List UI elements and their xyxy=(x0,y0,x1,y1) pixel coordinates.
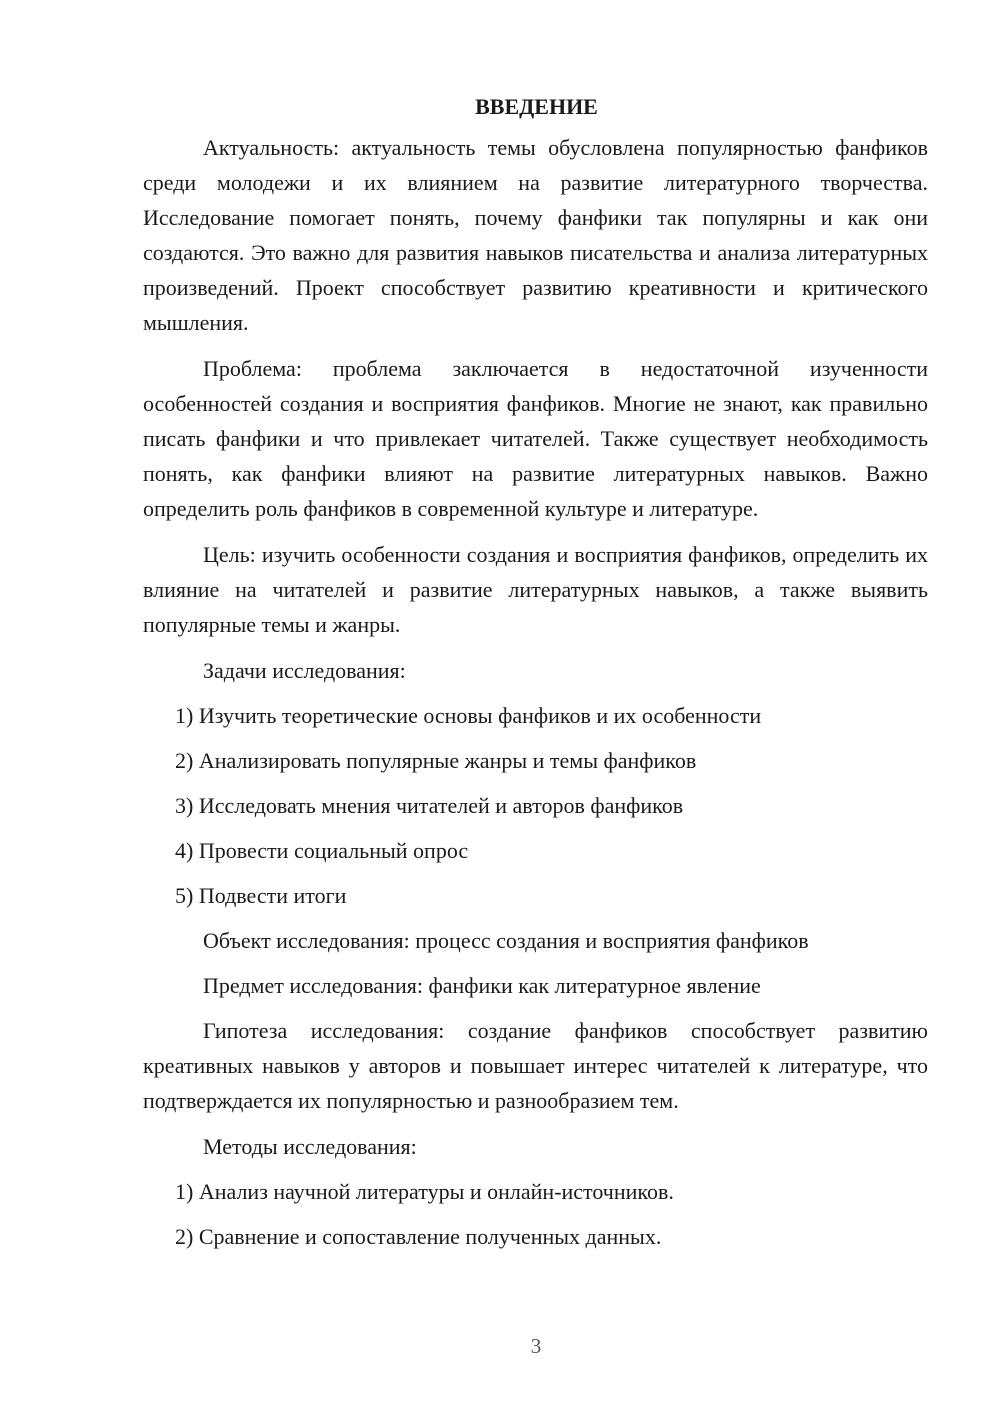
task-item-1: 1) Изучить теоретические основы фанфиков и их особенности xyxy=(175,703,762,728)
page-title: ВВЕДЕНИЕ xyxy=(475,94,598,119)
hypothesis-paragraph: Гипотеза исследования: создание фанфиков способствует развитию креативных навыков у авторов и повышает интерес читателей к литературе, что подтверждается их популярностью и разнообразием тем. xyxy=(143,1018,928,1113)
methods-heading: Методы исследования: xyxy=(203,1134,417,1159)
page-content xyxy=(143,92,928,1264)
task-item-3: 3) Исследовать мнения читателей и авторов фанфиков xyxy=(175,793,684,818)
method-item-2: 2) Сравнение и сопоставление полученных данных. xyxy=(175,1224,662,1249)
page-number: 3 xyxy=(530,1334,542,1358)
tasks-heading: Задачи исследования: xyxy=(203,658,406,683)
goal-paragraph: Цель: изучить особенности создания и восприятия фанфиков, определить их влияние на читателей и развитие литературных навыков, а также выявить популярные темы и жанры. xyxy=(143,542,928,637)
task-item-5: 5) Подвести итоги xyxy=(175,883,347,908)
relevance-paragraph: Актуальность: актуальность темы обусловлена популярностью фанфиков среди молодежи и их влиянием на развитие литературного творчества. Исследование помогает понять, почему фанфики так популярны и как они создаются. Это важно для развития навыков писательства и анализа литературных произведений. Проект способствует развитию креативности и критического мышления. xyxy=(143,135,928,335)
research-subject: Предмет исследования: фанфики как литературное явление xyxy=(203,973,761,998)
research-object: Объект исследования: процесс создания и восприятия фанфиков xyxy=(203,928,809,953)
task-item-2: 2) Анализировать популярные жанры и темы фанфиков xyxy=(175,748,697,773)
problem-paragraph: Проблема: проблема заключается в недостаточной изученности особенностей создания и восприятия фанфиков. Многие не знают, как правильно писать фанфики и что привлекает читателей. Также существует необходимость понять, как фанфики влияют на развитие литературных навыков. Важно определить роль фанфиков в современной культуре и литературе. xyxy=(143,356,928,521)
task-item-4: 4) Провести социальный опрос xyxy=(175,838,469,863)
method-item-1: 1) Анализ научной литературы и онлайн-источников. xyxy=(175,1179,674,1204)
